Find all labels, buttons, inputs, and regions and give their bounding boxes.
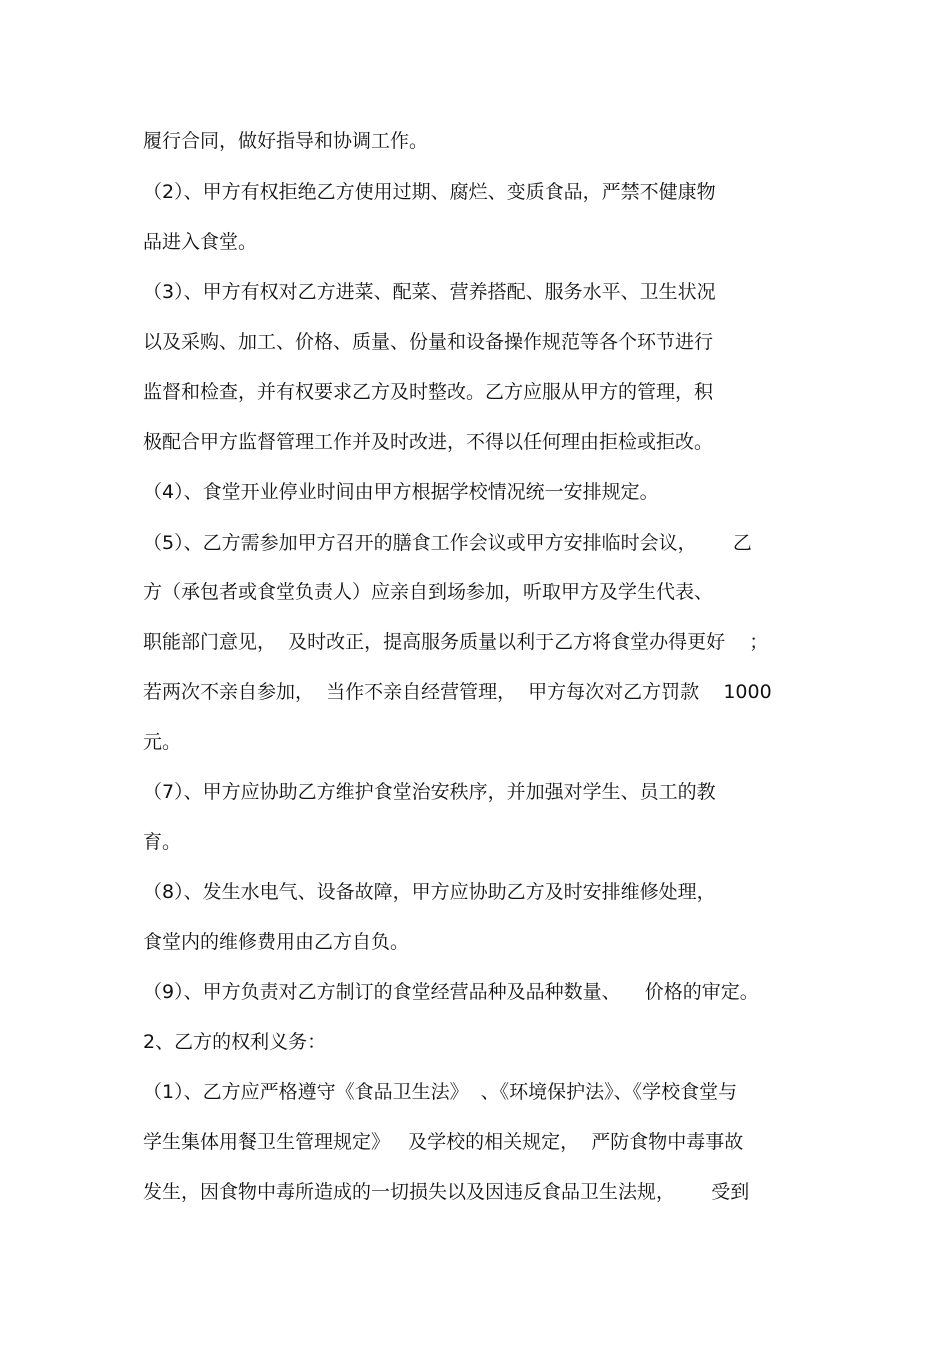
text-line: 2、乙方的权利义务： (143, 1031, 327, 1053)
text-line: 极配合甲方监督管理工作并及时改进，不得以任何理由拒检或拒改。 (143, 431, 714, 453)
text-line: 食堂内的维修费用由乙方自负。 (143, 931, 410, 953)
text-line: （8）、发生水电气、设备故障，甲方应协助乙方及时安排维修处理， (143, 881, 716, 903)
text-line: 发生，因食物中毒所造成的一切损失以及因违反食品卫生法规， 受到 (143, 1181, 750, 1203)
text-line: （7）、甲方应协助乙方维护食堂治安秩序，并加强对学生、员工的教 (143, 781, 716, 803)
text-line: 方（承包者或食堂负责人）应亲自到场参加，听取甲方及学生代表、 (143, 581, 714, 603)
text-line: （2）、甲方有权拒绝乙方使用过期、腐烂、变质食品，严禁不健康物 (143, 181, 716, 203)
text-line: 履行合同，做好指导和协调工作。 (143, 130, 429, 152)
text-line: （9）、甲方负责对乙方制订的食堂经营品种及品种数量、 价格的审定。 (143, 981, 759, 1003)
text-line: 职能部门意见， 及时改正，提高服务质量以利于乙方将食堂办得更好 ； (143, 631, 769, 653)
text-line: 育。 (143, 831, 182, 853)
text-line: （3）、甲方有权对乙方进菜、配菜、营养搭配、服务水平、卫生状况 (143, 281, 716, 303)
text-line: 品进入食堂。 (143, 231, 258, 253)
text-line: （1）、乙方应严格遵守《食品卫生法》 、《环境保护法》、《学校食堂与 (143, 1081, 738, 1103)
text-line: 以及采购、加工、价格、质量、份量和设备操作规范等各个环节进行 (143, 331, 714, 353)
text-line: 监督和检查，并有权要求乙方及时整改。乙方应服从甲方的管理，积 (143, 381, 714, 403)
text-line: 学生集体用餐卫生管理规定》 及学校的相关规定， 严防食物中毒事故 (143, 1131, 744, 1153)
text-line: （5）、乙方需参加甲方召开的膳食工作会议或甲方安排临时会议， 乙 (143, 532, 752, 554)
text-line: （4）、食堂开业停业时间由甲方根据学校情况统一安排规定。 (143, 481, 659, 503)
text-line: 元。 (143, 731, 182, 753)
text-line: 若两次不亲自参加， 当作不亲自经营管理， 甲方每次对乙方罚款 1000 (143, 681, 772, 703)
